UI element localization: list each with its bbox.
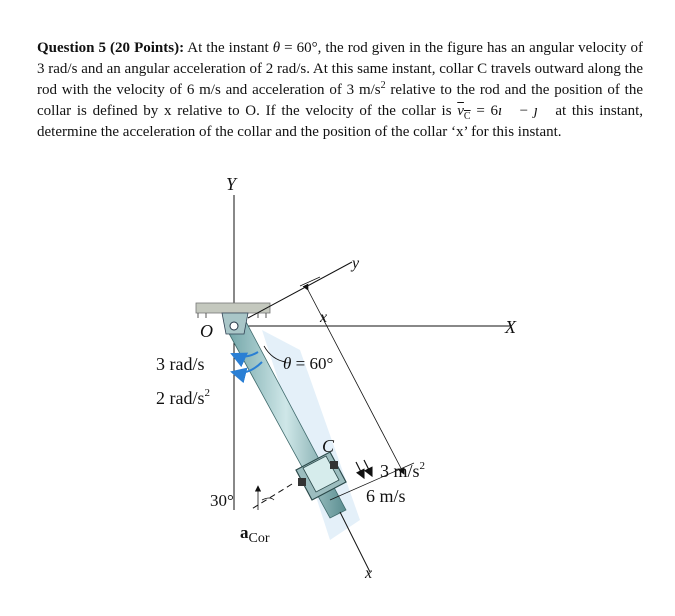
rel-vel-label: 6 m/s	[366, 486, 406, 506]
theta-label: θ = 60°	[283, 354, 334, 373]
pivot-pin	[230, 322, 238, 330]
rel-vel-arrow	[364, 460, 372, 476]
label-x-top: x	[320, 309, 328, 326]
alpha-label: 2 rad/$s^2$	[156, 387, 210, 408]
question-heading: Question 5 (20 Points):	[37, 40, 185, 56]
q-vc-sub: C	[463, 111, 471, 122]
omega-label: 3 rad/s	[156, 354, 205, 374]
q-seg-11: at this instant, determine the acceleration of the collar and the position of the collar ‘x’ for this instant.	[37, 103, 643, 140]
label-Y: Y	[226, 174, 237, 194]
q-theta: θ	[272, 40, 281, 56]
q-seg-7: = 6	[470, 103, 498, 119]
coriolis-line	[250, 484, 292, 510]
cor-angle-label: 30°	[210, 491, 234, 510]
support-plate	[196, 303, 270, 313]
label-C: C	[322, 436, 335, 456]
q-exp: 2	[380, 80, 386, 91]
q-j-vec: ȷ⃗	[533, 103, 550, 119]
rod-y-axis	[248, 262, 352, 318]
rel-accel-label: 3 $m/s^2$	[380, 460, 426, 481]
label-X: X	[505, 317, 516, 337]
q-seg-0: At the instant	[184, 40, 273, 56]
q-seg-9: −	[513, 103, 534, 119]
cor-label: $a_{Cor}$	[240, 523, 270, 546]
label-y: y	[352, 255, 360, 272]
q-i-vec: ı⃗	[498, 103, 514, 119]
label-O: O	[200, 321, 213, 341]
q-seg-4: relative to the rod and the position of the collar is defined by x relative to O. If the velocity of the collar is	[37, 82, 643, 119]
label-x-bottom: x	[365, 565, 373, 582]
q-vc: $\overline{v}$	[457, 103, 464, 119]
rel-accel-arrow	[356, 462, 364, 478]
q-seg-2: = 60°, the rod given in the figure has an angular velocity of 3 rad/s and an angular acceleration of 2 rad/s. At this same instant, collar C travels outward along the rod with the velocity of 6 m/s and acceleration of 3 m/s	[37, 40, 644, 98]
